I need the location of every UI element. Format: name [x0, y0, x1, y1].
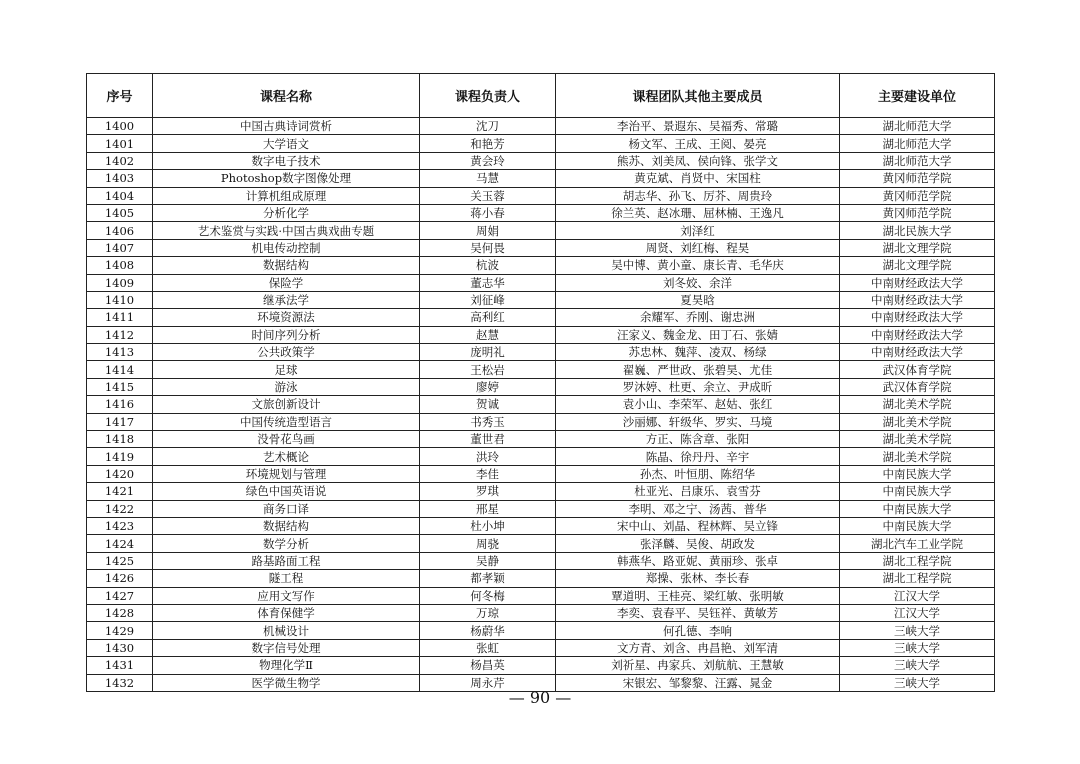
cell-seq: 1407	[87, 239, 153, 256]
cell-seq: 1426	[87, 570, 153, 587]
cell-course-name: 数字信号处理	[153, 639, 420, 656]
cell-course-lead: 吴静	[420, 552, 556, 569]
cell-team-members: 韩燕华、路亚妮、黄丽珍、张卓	[556, 552, 840, 569]
cell-course-lead: 周永芹	[420, 674, 556, 691]
cell-course-name: 游泳	[153, 378, 420, 395]
cell-course-lead: 高利红	[420, 309, 556, 326]
cell-course-lead: 都孝颖	[420, 570, 556, 587]
cell-team-members: 覃道明、王桂亮、梁红敏、张明敏	[556, 587, 840, 604]
cell-course-lead: 李佳	[420, 465, 556, 482]
cell-unit: 中南民族大学	[840, 483, 995, 500]
cell-course-name: Photoshop数字图像处理	[153, 170, 420, 187]
table-row	[87, 622, 995, 639]
cell-seq: 1430	[87, 639, 153, 656]
cell-unit: 江汉大学	[840, 587, 995, 604]
cell-course-name: 环境规划与管理	[153, 465, 420, 482]
table-row	[87, 187, 995, 204]
cell-seq: 1425	[87, 552, 153, 569]
cell-seq: 1409	[87, 274, 153, 291]
cell-course-lead: 万琼	[420, 604, 556, 621]
cell-course-lead: 关玉蓉	[420, 187, 556, 204]
table-row	[87, 309, 995, 326]
cell-seq: 1402	[87, 152, 153, 169]
cell-unit: 湖北美术学院	[840, 413, 995, 430]
cell-course-lead: 邢星	[420, 500, 556, 517]
cell-unit: 中南财经政法大学	[840, 274, 995, 291]
cell-unit: 三峡大学	[840, 674, 995, 691]
cell-course-lead: 黄会玲	[420, 152, 556, 169]
cell-course-lead: 蒋小春	[420, 204, 556, 221]
cell-course-lead: 沈刀	[420, 118, 556, 135]
table-row	[87, 465, 995, 482]
cell-seq: 1432	[87, 674, 153, 691]
cell-course-name: 绿色中国英语说	[153, 483, 420, 500]
cell-team-members: 宋银宏、邹黎黎、汪露、晁金	[556, 674, 840, 691]
cell-course-lead: 吴何畏	[420, 239, 556, 256]
cell-course-name: 艺术鉴赏与实践·中国古典戏曲专题	[153, 222, 420, 239]
cell-course-name: 隧工程	[153, 570, 420, 587]
cell-unit: 湖北美术学院	[840, 431, 995, 448]
cell-seq: 1411	[87, 309, 153, 326]
cell-team-members: 方正、陈含章、张阳	[556, 431, 840, 448]
cell-seq: 1423	[87, 517, 153, 534]
cell-seq: 1400	[87, 118, 153, 135]
cell-seq: 1406	[87, 222, 153, 239]
cell-seq: 1405	[87, 204, 153, 221]
cell-unit: 湖北师范大学	[840, 118, 995, 135]
cell-unit: 武汉体育学院	[840, 378, 995, 395]
table-row	[87, 170, 995, 187]
cell-seq: 1431	[87, 657, 153, 674]
cell-unit: 湖北民族大学	[840, 222, 995, 239]
cell-course-name: 数据结构	[153, 517, 420, 534]
cell-course-name: 商务口译	[153, 500, 420, 517]
cell-seq: 1410	[87, 291, 153, 308]
cell-course-lead: 书秀玉	[420, 413, 556, 430]
cell-course-lead: 庞明礼	[420, 344, 556, 361]
table-row	[87, 396, 995, 413]
cell-course-lead: 董世君	[420, 431, 556, 448]
cell-course-name: 物理化学Ⅱ	[153, 657, 420, 674]
table-row	[87, 535, 995, 552]
cell-unit: 中南财经政法大学	[840, 291, 995, 308]
cell-course-name: 中国古典诗词赏析	[153, 118, 420, 135]
cell-seq: 1421	[87, 483, 153, 500]
cell-team-members: 文方青、刘含、冉昌艳、刘军清	[556, 639, 840, 656]
cell-course-name: 公共政策学	[153, 344, 420, 361]
table-row	[87, 326, 995, 343]
cell-course-name: 数字电子技术	[153, 152, 420, 169]
cell-seq: 1427	[87, 587, 153, 604]
cell-course-lead: 罗琪	[420, 483, 556, 500]
cell-course-lead: 杭波	[420, 257, 556, 274]
cell-seq: 1412	[87, 326, 153, 343]
header-course-name: 课程名称	[153, 74, 420, 118]
cell-team-members: 郑操、张林、李长春	[556, 570, 840, 587]
cell-seq: 1428	[87, 604, 153, 621]
cell-course-name: 医学微生物学	[153, 674, 420, 691]
cell-unit: 中南财经政法大学	[840, 326, 995, 343]
table-row	[87, 204, 995, 221]
cell-course-lead: 周娟	[420, 222, 556, 239]
table-row	[87, 274, 995, 291]
cell-course-name: 文旅创新设计	[153, 396, 420, 413]
cell-course-lead: 和艳芳	[420, 135, 556, 152]
table-row	[87, 587, 995, 604]
cell-unit: 中南民族大学	[840, 465, 995, 482]
table-row	[87, 257, 995, 274]
cell-unit: 湖北工程学院	[840, 552, 995, 569]
cell-course-name: 分析化学	[153, 204, 420, 221]
table-row	[87, 639, 995, 656]
cell-team-members: 沙丽娜、轩级华、罗实、马境	[556, 413, 840, 430]
table-row	[87, 413, 995, 430]
cell-course-lead: 廖婷	[420, 378, 556, 395]
cell-team-members: 周贤、刘红梅、程昊	[556, 239, 840, 256]
cell-unit: 中南民族大学	[840, 500, 995, 517]
cell-team-members: 李奕、袁春平、吴钰祥、黄敏芳	[556, 604, 840, 621]
cell-team-members: 何孔德、李响	[556, 622, 840, 639]
cell-seq: 1413	[87, 344, 153, 361]
cell-course-name: 中国传统造型语言	[153, 413, 420, 430]
page-number: — 90 —	[508, 688, 572, 707]
table-row	[87, 344, 995, 361]
cell-course-name: 保险学	[153, 274, 420, 291]
header-team-members: 课程团队其他主要成员	[556, 74, 840, 118]
header-seq: 序号	[87, 74, 153, 118]
cell-unit: 湖北工程学院	[840, 570, 995, 587]
cell-course-name: 环境资源法	[153, 309, 420, 326]
cell-team-members: 李明、邓之宁、汤茜、普华	[556, 500, 840, 517]
cell-team-members: 徐兰英、赵冰珊、屈林楠、王逸凡	[556, 204, 840, 221]
cell-course-name: 没骨花鸟画	[153, 431, 420, 448]
cell-unit: 三峡大学	[840, 622, 995, 639]
cell-course-lead: 董志华	[420, 274, 556, 291]
cell-team-members: 熊苏、刘美凤、侯向锋、张学文	[556, 152, 840, 169]
table-row	[87, 431, 995, 448]
cell-team-members: 胡志华、孙飞、厉芥、周贵玲	[556, 187, 840, 204]
cell-team-members: 刘祈星、冉家兵、刘航航、王慧敏	[556, 657, 840, 674]
cell-course-name: 体育保健学	[153, 604, 420, 621]
header-course-lead: 课程负责人	[420, 74, 556, 118]
cell-team-members: 余耀军、乔刚、谢忠洲	[556, 309, 840, 326]
header-unit: 主要建设单位	[840, 74, 995, 118]
cell-seq: 1403	[87, 170, 153, 187]
cell-team-members: 苏忠林、魏萍、凌双、杨绿	[556, 344, 840, 361]
cell-course-name: 时间序列分析	[153, 326, 420, 343]
cell-course-name: 路基路面工程	[153, 552, 420, 569]
cell-unit: 三峡大学	[840, 657, 995, 674]
cell-seq: 1420	[87, 465, 153, 482]
cell-unit: 中南民族大学	[840, 517, 995, 534]
table-row	[87, 291, 995, 308]
cell-course-name: 机械设计	[153, 622, 420, 639]
cell-unit: 黄冈师范学院	[840, 187, 995, 204]
table-row	[87, 378, 995, 395]
cell-course-lead: 洪玲	[420, 448, 556, 465]
cell-course-name: 应用文写作	[153, 587, 420, 604]
cell-team-members: 汪家义、魏金龙、田丁石、张婧	[556, 326, 840, 343]
cell-course-lead: 周骁	[420, 535, 556, 552]
cell-course-lead: 张虹	[420, 639, 556, 656]
cell-seq: 1416	[87, 396, 153, 413]
cell-team-members: 陈晶、徐丹丹、辛宇	[556, 448, 840, 465]
table-row	[87, 222, 995, 239]
cell-team-members: 李治平、景遐东、吴福秀、常璐	[556, 118, 840, 135]
cell-course-name: 继承法学	[153, 291, 420, 308]
cell-unit: 湖北师范大学	[840, 135, 995, 152]
cell-team-members: 杨文军、王成、王阅、晏亮	[556, 135, 840, 152]
cell-course-lead: 贺诚	[420, 396, 556, 413]
cell-seq: 1414	[87, 361, 153, 378]
cell-unit: 武汉体育学院	[840, 361, 995, 378]
header-row	[87, 74, 995, 118]
cell-unit: 湖北文理学院	[840, 239, 995, 256]
table-row	[87, 500, 995, 517]
cell-seq: 1418	[87, 431, 153, 448]
cell-course-name: 足球	[153, 361, 420, 378]
cell-team-members: 杜亚光、吕康乐、袁雪芬	[556, 483, 840, 500]
table-row	[87, 552, 995, 569]
cell-course-lead: 杨昌英	[420, 657, 556, 674]
cell-course-lead: 刘征峰	[420, 291, 556, 308]
cell-team-members: 张泽麟、吴俊、胡政发	[556, 535, 840, 552]
cell-seq: 1419	[87, 448, 153, 465]
cell-team-members: 宋中山、刘晶、程林辉、吴立锋	[556, 517, 840, 534]
table-row	[87, 152, 995, 169]
cell-unit: 中南财经政法大学	[840, 344, 995, 361]
table-row	[87, 118, 995, 135]
cell-unit: 中南财经政法大学	[840, 309, 995, 326]
cell-seq: 1408	[87, 257, 153, 274]
cell-team-members: 吴中博、黄小童、康长青、毛华庆	[556, 257, 840, 274]
cell-team-members: 翟巍、严世政、张碧昊、尤佳	[556, 361, 840, 378]
table-row	[87, 657, 995, 674]
table-row	[87, 604, 995, 621]
table-row	[87, 135, 995, 152]
cell-unit: 湖北美术学院	[840, 396, 995, 413]
cell-team-members: 黄克斌、肖贤中、宋国柱	[556, 170, 840, 187]
table-row	[87, 570, 995, 587]
cell-unit: 三峡大学	[840, 639, 995, 656]
cell-team-members: 袁小山、李荣军、赵姑、张红	[556, 396, 840, 413]
table-row	[87, 483, 995, 500]
cell-unit: 湖北汽车工业学院	[840, 535, 995, 552]
course-table	[86, 73, 995, 692]
cell-team-members: 刘冬姣、余洋	[556, 274, 840, 291]
cell-course-name: 艺术概论	[153, 448, 420, 465]
cell-course-name: 机电传动控制	[153, 239, 420, 256]
table-row	[87, 239, 995, 256]
cell-seq: 1401	[87, 135, 153, 152]
cell-unit: 黄冈师范学院	[840, 170, 995, 187]
cell-course-lead: 赵慧	[420, 326, 556, 343]
cell-course-lead: 马慧	[420, 170, 556, 187]
table-body	[87, 118, 995, 692]
cell-team-members: 夏昊晗	[556, 291, 840, 308]
cell-team-members: 罗沐婷、杜更、余立、尹成昕	[556, 378, 840, 395]
cell-course-name: 数学分析	[153, 535, 420, 552]
cell-unit: 江汉大学	[840, 604, 995, 621]
cell-course-name: 计算机组成原理	[153, 187, 420, 204]
table-header	[87, 74, 995, 118]
cell-course-lead: 杨蔚华	[420, 622, 556, 639]
table-row	[87, 517, 995, 534]
cell-seq: 1429	[87, 622, 153, 639]
cell-course-name: 大学语文	[153, 135, 420, 152]
cell-unit: 湖北师范大学	[840, 152, 995, 169]
cell-seq: 1417	[87, 413, 153, 430]
cell-seq: 1422	[87, 500, 153, 517]
cell-seq: 1415	[87, 378, 153, 395]
cell-seq: 1404	[87, 187, 153, 204]
cell-course-lead: 王松岩	[420, 361, 556, 378]
cell-seq: 1424	[87, 535, 153, 552]
table-row	[87, 361, 995, 378]
cell-unit: 湖北美术学院	[840, 448, 995, 465]
cell-team-members: 孙杰、叶恒朋、陈绍华	[556, 465, 840, 482]
table-row	[87, 448, 995, 465]
cell-course-lead: 何冬梅	[420, 587, 556, 604]
cell-team-members: 刘泽红	[556, 222, 840, 239]
cell-course-lead: 杜小坤	[420, 517, 556, 534]
cell-course-name: 数据结构	[153, 257, 420, 274]
cell-unit: 湖北文理学院	[840, 257, 995, 274]
cell-unit: 黄冈师范学院	[840, 204, 995, 221]
